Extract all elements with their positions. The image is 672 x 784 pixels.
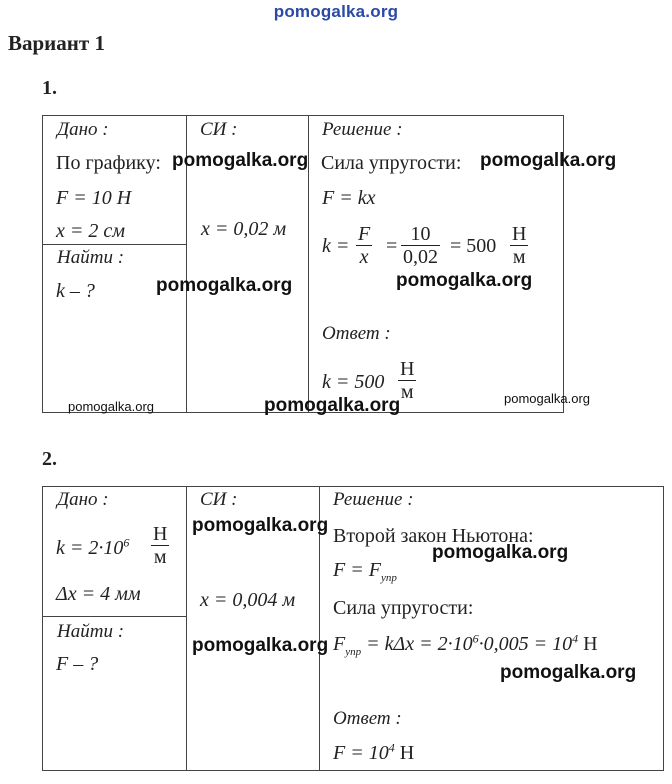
p2-given-k-exp: 6: [123, 535, 130, 550]
p1-unit-num: Н: [512, 223, 527, 245]
page-title: Вариант 1: [8, 31, 105, 55]
p1-unit-fraction: [510, 223, 528, 268]
p1-given-x: x = 2 см: [56, 220, 126, 242]
watermark: pomogalka.org: [68, 399, 154, 414]
p1-answer-unit-den: м: [400, 381, 414, 404]
p1-answer-label: Ответ :: [322, 323, 391, 344]
p2-unit-num: Н: [153, 523, 168, 545]
p2-eq2-c: ·0,005 = 10: [478, 633, 573, 655]
p2-eq2: [333, 633, 598, 656]
p1-elastic-force: Сила упругости:: [321, 152, 462, 174]
p2-dano-label: Дано :: [57, 489, 109, 510]
problem-2-number: 2.: [42, 448, 57, 470]
p2-given-k: [56, 537, 129, 560]
p2-answer-label: Ответ :: [333, 708, 402, 729]
watermark: pomogalka.org: [432, 542, 569, 563]
p1-answer: k = 500: [322, 371, 385, 393]
p1-find-label: Найти :: [57, 247, 125, 268]
watermark: pomogalka.org: [264, 395, 401, 416]
p1-si-label: СИ :: [200, 119, 238, 140]
p2-find: F – ?: [56, 653, 99, 675]
p2-given-k-base: k = 2·10: [56, 537, 124, 559]
p1-frac2-den: 0,02: [403, 246, 438, 269]
p2-si-x: x = 0,004 м: [200, 589, 296, 611]
p2-answer-a: F = 10: [333, 742, 389, 764]
p2-answer-exp: 4: [388, 740, 395, 755]
p1-solution-label: Решение :: [322, 119, 403, 140]
p2-elastic-force: Сила упругости:: [333, 597, 474, 619]
p2-solution-label: Решение :: [333, 489, 414, 510]
p2-eq2-b: = kΔx = 2·10: [361, 633, 473, 655]
p2-eq2-a: F: [333, 633, 346, 655]
top-watermark[interactable]: pomogalka.org: [273, 2, 399, 21]
p2-unit-den: м: [153, 546, 167, 569]
p2-given-dx: Δx = 4 мм: [56, 583, 141, 605]
p1-eq-sign: =: [386, 235, 398, 257]
p1-si-x: x = 0,02 м: [201, 218, 287, 240]
p2-eq1-left: F = F: [333, 559, 381, 581]
p2-si-label: СИ :: [200, 489, 238, 510]
p2-eq2-exp1: 6: [472, 631, 479, 646]
p1-formula: F = kx: [322, 187, 376, 209]
watermark: pomogalka.org: [192, 635, 329, 656]
watermark: pomogalka.org: [192, 515, 329, 536]
p1-frac2-num: 10: [410, 223, 431, 245]
watermark: pomogalka.org: [172, 150, 309, 171]
problem-1-number: 1.: [42, 77, 57, 99]
watermark: pomogalka.org: [504, 391, 590, 406]
p1-unit-den: м: [512, 246, 526, 269]
watermark: pomogalka.org: [396, 270, 533, 291]
p2-eq2-sub: упр: [345, 646, 362, 658]
p1-frac1-num: F: [358, 223, 371, 245]
p1-dano-label: Дано :: [57, 119, 109, 140]
p2-eq2-exp2: 4: [572, 631, 579, 646]
p1-frac1-den: x: [359, 246, 369, 269]
p1-k-eq: k =: [322, 235, 350, 257]
p2-newton-law: Второй закон Ньютона:: [333, 525, 534, 547]
p1-given-force: F = 10 Н: [56, 187, 132, 209]
p2-find-label: Найти :: [57, 621, 125, 642]
p2-eq2-d: Н: [578, 633, 598, 655]
p2-answer-b: Н: [394, 742, 415, 764]
p1-fraction-values: [401, 223, 440, 268]
p1-answer-unit: [398, 358, 416, 403]
p2-answer: [333, 742, 414, 765]
p1-answer-unit-num: Н: [400, 358, 415, 380]
watermark: pomogalka.org: [156, 275, 293, 296]
p2-unit-fraction: [151, 523, 169, 568]
p1-find: k – ?: [56, 280, 95, 302]
watermark: pomogalka.org: [480, 150, 617, 171]
p2-eq1-sub: упр: [380, 572, 397, 584]
p1-fraction-f-x: [356, 223, 372, 268]
p1-result: = 500: [450, 235, 497, 257]
p1-given-graph: По графику:: [56, 152, 161, 174]
watermark: pomogalka.org: [500, 662, 637, 683]
p2-eq1: [333, 559, 397, 582]
